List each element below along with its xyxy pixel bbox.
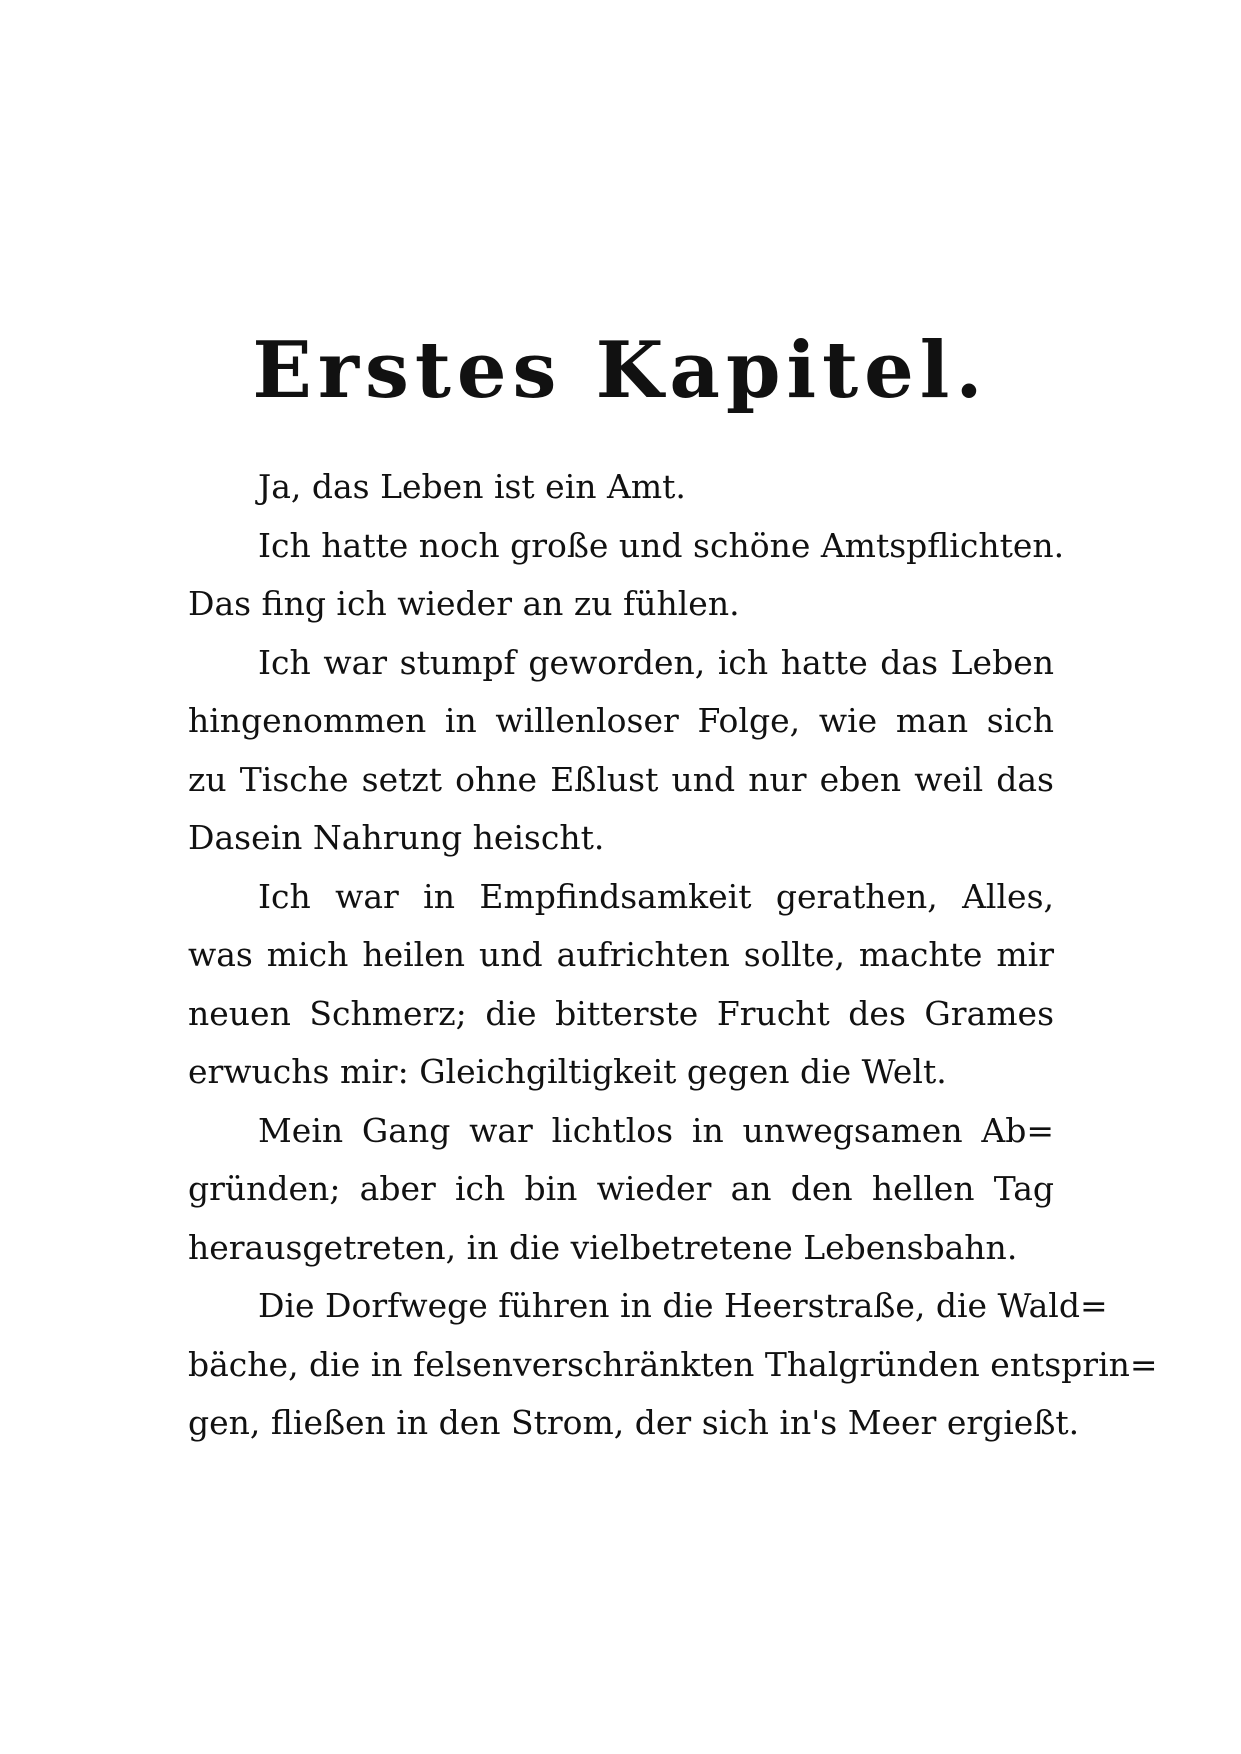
text-line: Ich hatte noch große und schöne Amtspflichten. [258, 525, 1065, 565]
text-line: zu Tische setzt ohne Eßlust und nur eben weil das [188, 759, 1054, 799]
paragraph-6 [188, 1277, 1158, 1453]
paragraph-1 [188, 458, 1054, 517]
text-line: Ja, das Leben ist ein Amt. [258, 467, 686, 506]
chapter-title: Erstes Kapitel. [252, 325, 989, 417]
text-line: Ich war stumpf geworden, ich hatte das Leben [258, 642, 1054, 682]
paragraph-2 [188, 517, 1065, 634]
text-line: neuen Schmerz; die bitterste Frucht des Grames [188, 993, 1054, 1033]
body-text [188, 458, 1158, 1453]
text-line: Ich war in Empfindsamkeit gerathen, Alles, [258, 876, 1054, 916]
paragraph-4 [188, 868, 1054, 1102]
text-line: Dasein Nahrung heischt. [188, 818, 605, 857]
text-line: was mich heilen und aufrichten sollte, machte mir [188, 935, 1054, 974]
text-line: Das fing ich wieder an zu fühlen. [188, 584, 740, 623]
text-line: gen, fließen in den Strom, der sich in's Meer ergießt. [188, 1403, 1080, 1442]
text-line: herausgetreten, in die vielbetretene Lebensbahn. [188, 1227, 1018, 1267]
paragraph-3 [188, 634, 1054, 868]
paragraph-5 [188, 1102, 1054, 1278]
text-line: Mein Gang war lichtlos in unwegsamen Ab= [258, 1110, 1054, 1150]
text-line: hingenommen in willenloser Folge, wie man sich [188, 701, 1054, 740]
text-line: gründen; aber ich bin wieder an den hellen Tag [188, 1169, 1054, 1208]
text-line: bäche, die in felsenverschränkten Thalgründen entsprin= [188, 1344, 1158, 1384]
text-line: erwuchs mir: Gleichgiltigkeit gegen die Welt. [188, 1052, 947, 1091]
text-line: Die Dorfwege führen in die Heerstraße, die Wald= [258, 1286, 1108, 1325]
